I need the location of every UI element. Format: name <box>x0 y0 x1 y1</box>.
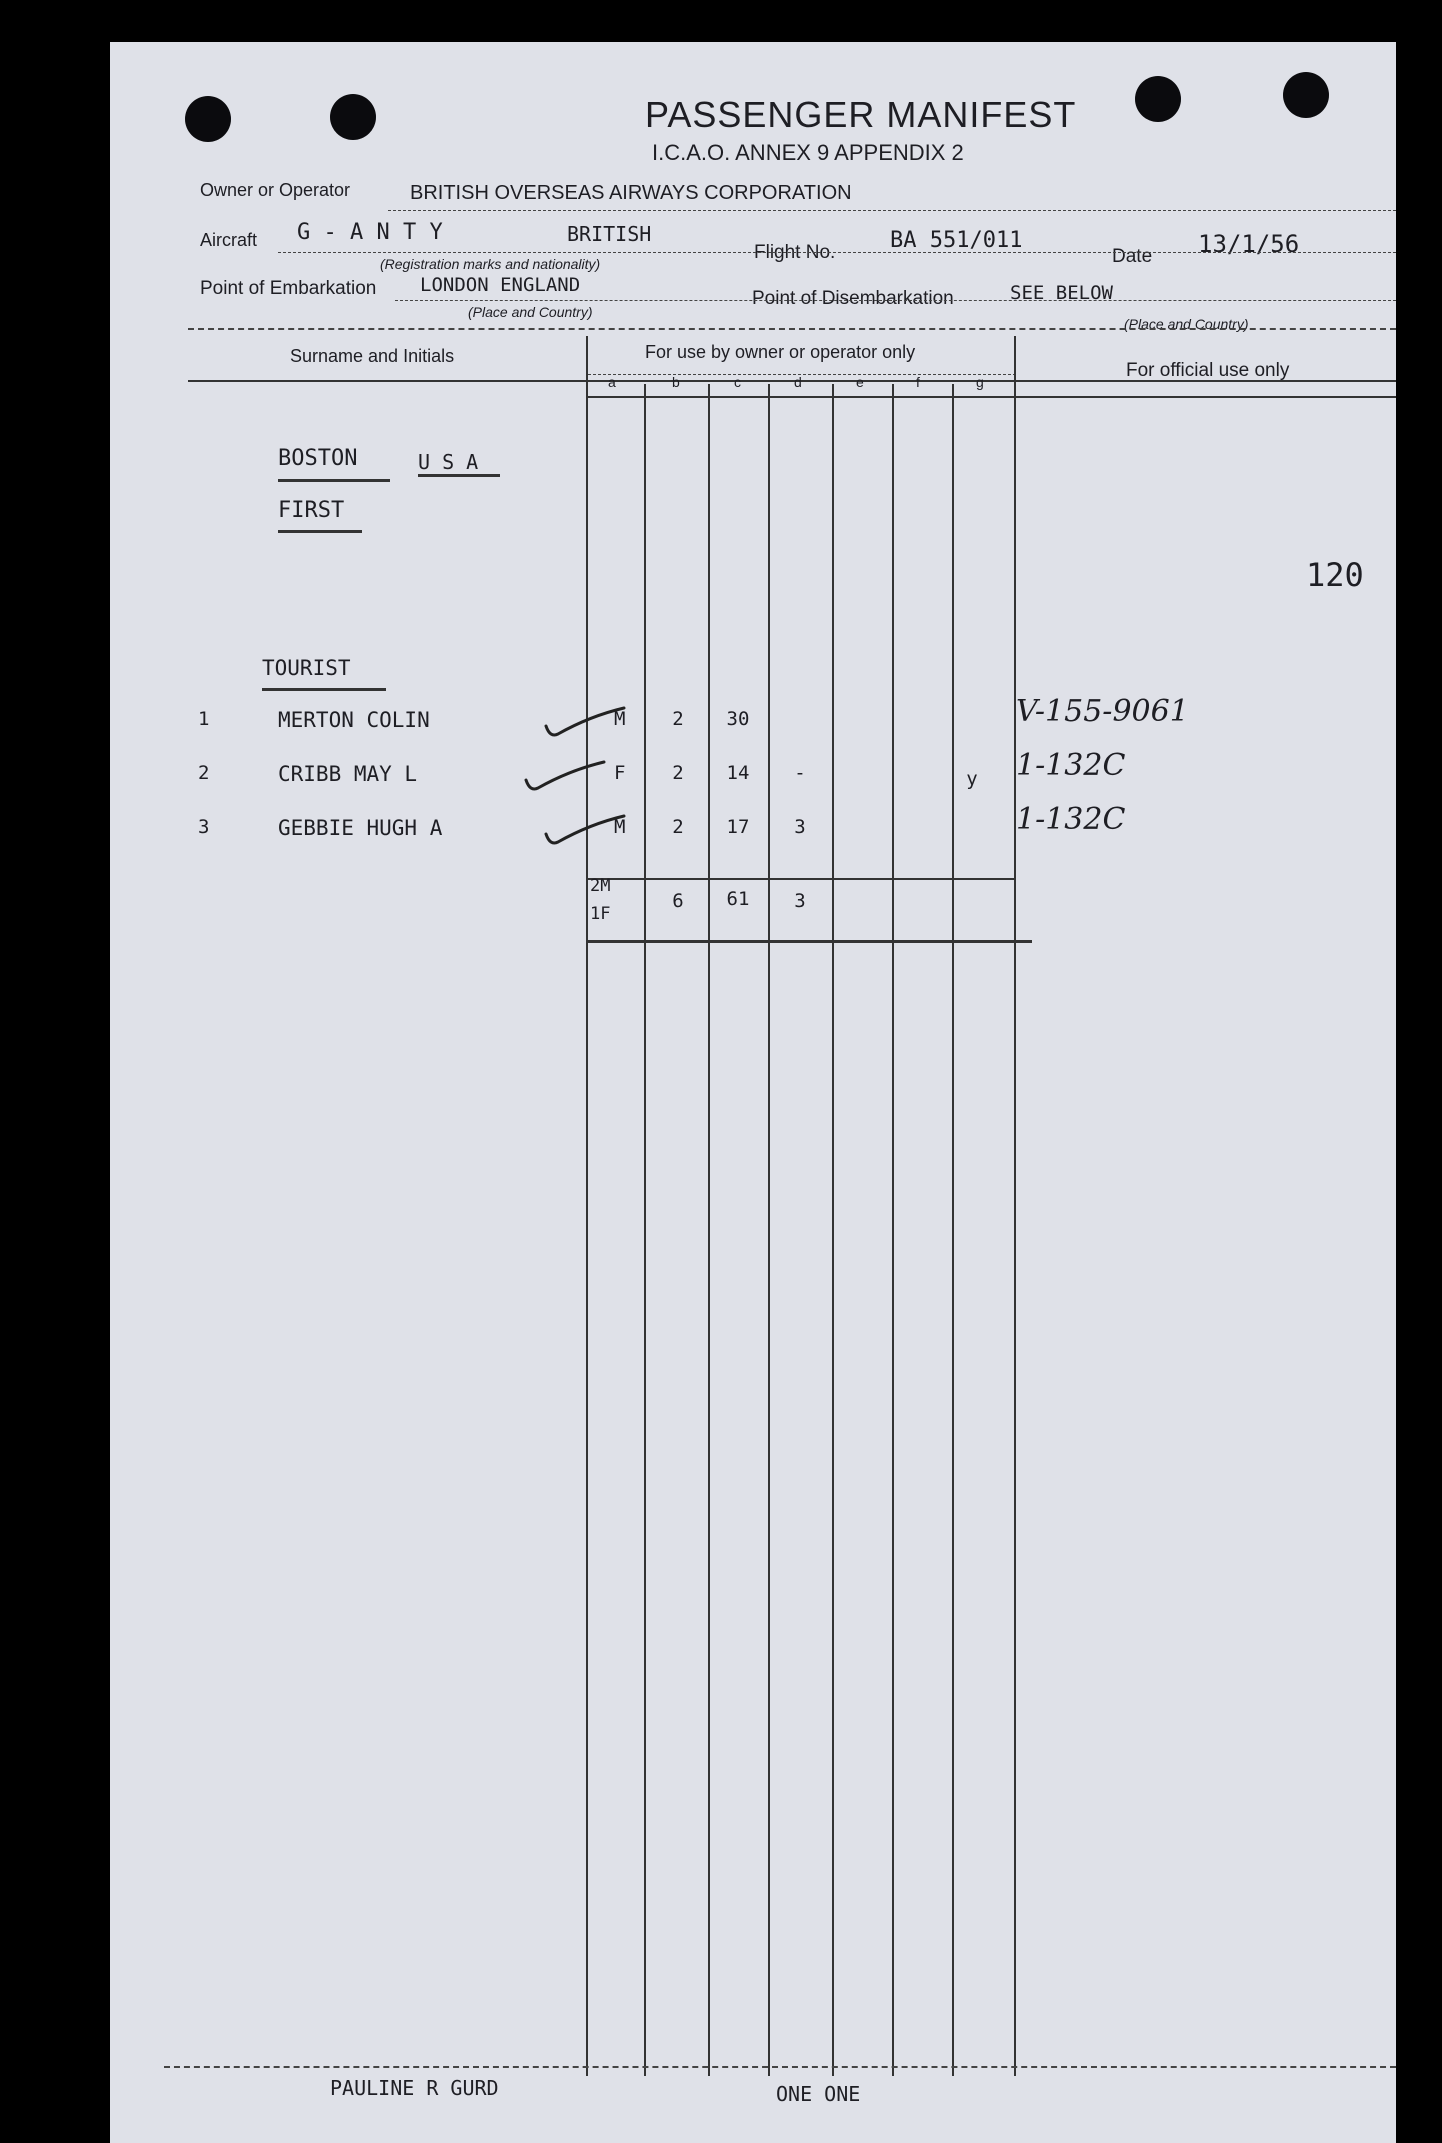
passenger-col-d: 3 <box>794 816 806 838</box>
passenger-number: 1 <box>198 708 210 730</box>
totals-top-rule <box>588 878 1016 880</box>
passenger-sex: F <box>614 762 626 784</box>
total-a-male: 2M <box>590 876 611 896</box>
embarkation-label: Point of Embarkation <box>200 278 377 299</box>
passenger-col-d: - <box>794 762 806 784</box>
punch-hole <box>330 94 376 140</box>
owner-rule <box>388 210 1396 211</box>
column-divider <box>708 384 710 2076</box>
passenger-sex: M <box>614 816 626 838</box>
total-b: 6 <box>672 890 684 912</box>
page-total: ONE ONE <box>776 2082 861 2106</box>
flight-value: BA 551/011 <box>890 228 1023 253</box>
column-divider <box>644 384 646 2076</box>
destination-city: BOSTON <box>278 446 358 471</box>
footer-rule <box>164 2066 1396 2068</box>
passenger-col-c: 14 <box>726 762 750 784</box>
first-class-heading: FIRST <box>278 498 345 523</box>
passenger-number: 2 <box>198 762 210 784</box>
punch-hole <box>185 96 231 142</box>
table-header-rule <box>188 380 1396 382</box>
total-d: 3 <box>794 890 806 912</box>
subcolumn-b: b <box>672 374 680 390</box>
official-annotation: V-155-9061 <box>1016 694 1189 729</box>
first-underline <box>278 530 362 533</box>
passenger-col-b: 2 <box>672 708 684 730</box>
owner-label: Owner or Operator <box>200 180 351 200</box>
punch-hole <box>1283 72 1329 118</box>
city-underline <box>278 479 390 482</box>
check-mark-icon <box>520 758 610 798</box>
subcolumn-a: a <box>608 374 616 390</box>
date-label: Date <box>1112 246 1153 267</box>
embarkation-value: LONDON ENGLAND <box>420 274 581 296</box>
column-divider <box>832 384 834 2076</box>
tourist-underline <box>262 688 386 691</box>
column-divider <box>952 384 954 2076</box>
date-value: 13/1/56 <box>1198 230 1300 258</box>
page-count: 120 <box>1306 556 1364 594</box>
page-subtitle: I.C.A.O. ANNEX 9 APPENDIX 2 <box>652 140 964 165</box>
check-mark-icon <box>540 704 630 744</box>
passenger-name: MERTON COLIN <box>278 708 430 732</box>
official-annotation: 1-132C <box>1016 802 1126 837</box>
passenger-name: CRIBB MAY L <box>278 762 418 786</box>
subcolumn-f: f <box>916 374 920 390</box>
total-a-female: 1F <box>590 904 611 924</box>
subcolumn-c: c <box>734 374 741 390</box>
nationality-value: BRITISH <box>567 222 652 246</box>
embarkation-note: (Place and Country) <box>468 304 593 320</box>
disembarkation-note: (Place and Country) <box>1124 316 1249 332</box>
header-separator <box>188 328 1396 330</box>
passenger-name: GEBBIE HUGH A <box>278 816 443 840</box>
passenger-col-b: 2 <box>672 762 684 784</box>
aircraft-label: Aircraft <box>200 230 258 250</box>
column-header-official: For official use only <box>1126 360 1290 381</box>
tourist-class-heading: TOURIST <box>262 656 351 680</box>
subheader-rule <box>588 374 1016 375</box>
prepared-by: PAULINE R GURD <box>330 2076 499 2100</box>
column-header-owner-use: For use by owner or operator only <box>645 342 916 362</box>
country-underline <box>418 474 500 477</box>
registration-note: (Registration marks and nationality) <box>380 256 601 272</box>
disembarkation-value: SEE BELOW <box>1010 282 1113 304</box>
official-annotation: 1-132C <box>1016 748 1126 783</box>
totals-bottom-rule <box>588 940 1032 943</box>
column-divider <box>768 384 770 2076</box>
passenger-sex: M <box>614 708 626 730</box>
punch-hole <box>1135 76 1181 122</box>
passenger-col-c: 17 <box>726 816 750 838</box>
passenger-col-c: 30 <box>726 708 750 730</box>
passenger-col-b: 2 <box>672 816 684 838</box>
flight-label: Flight No. <box>754 242 836 263</box>
total-c: 61 <box>726 888 750 910</box>
embarkation-rule <box>395 300 1396 301</box>
page-title: PASSENGER MANIFEST <box>645 94 1077 135</box>
subcolumn-d: d <box>794 374 802 390</box>
check-mark-icon <box>540 812 630 852</box>
column-divider <box>892 384 894 2076</box>
subcolumn-e: e <box>856 374 864 390</box>
column-divider <box>586 336 588 2076</box>
aircraft-rule <box>278 252 1396 253</box>
destination-country: U S A <box>418 450 479 474</box>
subcolumn-g: g <box>976 374 984 390</box>
disembarkation-label: Point of Disembarkation <box>752 288 954 309</box>
aircraft-value: G - A N T Y <box>297 220 443 245</box>
passenger-col-g: y <box>966 768 978 790</box>
column-divider <box>1014 336 1016 2076</box>
column-header-surname: Surname and Initials <box>290 346 455 366</box>
owner-value: BRITISH OVERSEAS AIRWAYS CORPORATION <box>410 182 852 204</box>
passenger-number: 3 <box>198 816 210 838</box>
